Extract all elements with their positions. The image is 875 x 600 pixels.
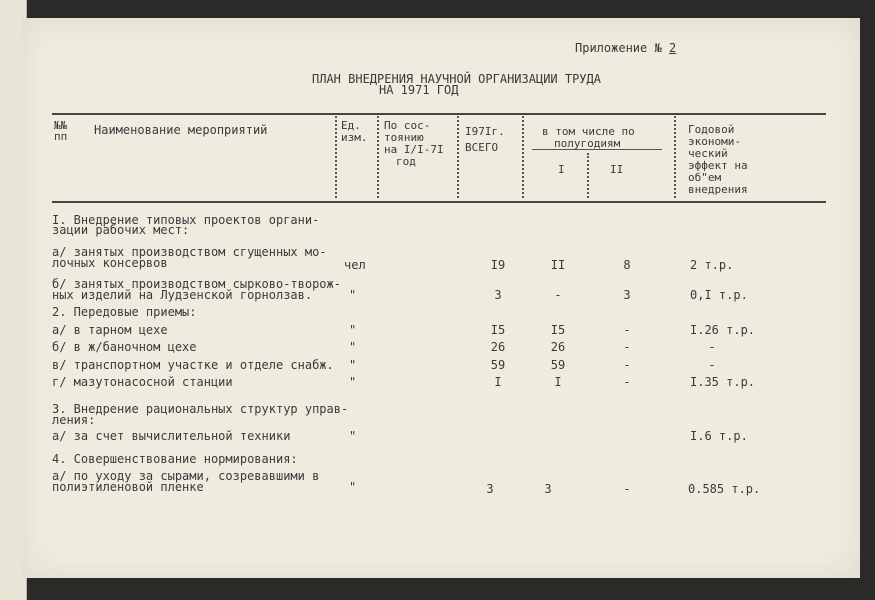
row-effect: 2 т.р. bbox=[690, 258, 734, 272]
row-effect: 0.585 т.р. bbox=[688, 482, 761, 496]
column-separator bbox=[335, 116, 337, 198]
col-header-num-2: пп bbox=[54, 130, 68, 143]
row-unit: " bbox=[349, 288, 357, 302]
row-unit: " bbox=[349, 429, 357, 443]
row-half1: 26 bbox=[550, 340, 566, 354]
row-half2: 3 bbox=[623, 288, 631, 302]
row-effect: 0,I т.р. bbox=[690, 288, 748, 302]
row-name-line: а/ за счет вычислительной техники bbox=[52, 429, 291, 443]
row-total: 59 bbox=[490, 358, 506, 372]
col-header-state-4: год bbox=[396, 155, 416, 168]
col-header-state-2: тоянию bbox=[384, 131, 424, 144]
col-header-effect-5: об"ем bbox=[688, 171, 722, 184]
appendix-number: 2 bbox=[668, 41, 677, 55]
col-header-effect-4: эффект на bbox=[688, 159, 748, 172]
column-separator bbox=[377, 116, 379, 198]
col-header-total-1: I97Iг. bbox=[465, 125, 505, 138]
row-name-line: а/ по уходу за сырами, созревавшими в bbox=[52, 469, 320, 483]
row-name-line: 2. Передовые приемы: bbox=[52, 305, 197, 319]
row-name-line: ных изделий на Лудзенской горнолзав. bbox=[52, 288, 313, 302]
row-name-line: г/ мазутонасосной станции bbox=[52, 375, 233, 389]
col-header-state-1: По сос- bbox=[384, 119, 431, 132]
col-header-effect-1: Годовой bbox=[688, 123, 735, 136]
table-header-bottom-rule bbox=[52, 201, 826, 203]
document-sheet bbox=[22, 18, 860, 578]
appendix-label bbox=[575, 42, 676, 54]
row-unit: " bbox=[349, 358, 357, 372]
row-name-line: б/ в ж/баночном цехе bbox=[52, 340, 197, 354]
col-header-halves-1: в том числе по bbox=[542, 125, 635, 138]
row-name-line: б/ занятых производством сырково-творож- bbox=[52, 277, 341, 291]
row-unit: " bbox=[349, 340, 357, 354]
col-header-name: Наименование мероприятий bbox=[94, 123, 268, 137]
row-name-line: а/ занятых производством сгущенных мо- bbox=[52, 245, 327, 259]
col-header-effect-6: внедрения bbox=[688, 183, 748, 196]
row-name-line: лочных консервов bbox=[52, 256, 168, 270]
row-effect: I.35 т.р. bbox=[690, 375, 756, 389]
row-name-line: зации рабочих мест: bbox=[52, 223, 190, 237]
col-header-half-1: I bbox=[558, 163, 565, 176]
row-half1: II bbox=[550, 258, 566, 272]
row-name-line: в/ транспортном участке и отделе снабж. bbox=[52, 358, 334, 372]
row-half1: I5 bbox=[550, 323, 566, 337]
table-top-rule bbox=[52, 113, 826, 115]
row-name-line: 3. Внедрение рациональных структур управ- bbox=[52, 402, 349, 416]
col-header-effect-2: экономи- bbox=[688, 135, 741, 148]
col-header-halves-2: полугодиям bbox=[554, 137, 621, 150]
row-total: 26 bbox=[490, 340, 506, 354]
row-unit: " bbox=[349, 375, 357, 389]
document-subtitle: НА 1971 ГОД bbox=[379, 83, 459, 97]
row-half2: - bbox=[623, 340, 631, 354]
col-header-unit-2: изм. bbox=[341, 131, 368, 144]
row-half1: I bbox=[554, 375, 562, 389]
row-unit: чел bbox=[344, 258, 366, 272]
row-half2: - bbox=[623, 375, 631, 389]
row-total: 3 bbox=[486, 482, 494, 496]
column-separator bbox=[587, 153, 589, 198]
column-separator bbox=[457, 116, 459, 198]
row-half2: - bbox=[623, 323, 631, 337]
row-name-line: полиэтиленовой пленке bbox=[52, 480, 204, 494]
column-separator bbox=[522, 116, 524, 198]
row-half2: - bbox=[623, 358, 631, 372]
row-name-line: ления: bbox=[52, 413, 96, 427]
appendix-text: Приложение № bbox=[575, 41, 662, 55]
row-name-line: I. Внедрение типовых проектов органи- bbox=[52, 213, 320, 227]
row-half1: 59 bbox=[550, 358, 566, 372]
row-unit: " bbox=[349, 480, 357, 494]
col-header-num-1: №№ bbox=[54, 119, 68, 132]
row-half1: 3 bbox=[544, 482, 552, 496]
col-header-effect-3: ческий bbox=[688, 147, 728, 160]
row-name-line: 4. Совершенствование нормирования: bbox=[52, 452, 298, 466]
row-effect: - bbox=[708, 358, 716, 372]
row-effect: - bbox=[708, 340, 716, 354]
row-total: I bbox=[494, 375, 502, 389]
col-header-unit-1: Ед. bbox=[341, 119, 361, 132]
document-title: ПЛАН ВНЕДРЕНИЯ НАУЧНОЙ ОРГАНИЗАЦИИ ТРУДА bbox=[312, 72, 601, 86]
row-total: 3 bbox=[494, 288, 502, 302]
row-total: I5 bbox=[490, 323, 506, 337]
row-half2: 8 bbox=[623, 258, 631, 272]
row-unit: " bbox=[349, 323, 357, 337]
row-half1: - bbox=[554, 288, 562, 302]
col-header-total-2: ВСЕГО bbox=[465, 141, 499, 154]
row-effect: I.26 т.р. bbox=[690, 323, 756, 337]
row-total: I9 bbox=[490, 258, 506, 272]
row-half2: - bbox=[623, 482, 631, 496]
col-header-half-2: II bbox=[610, 163, 624, 176]
row-name-line: а/ в тарном цехе bbox=[52, 323, 168, 337]
row-effect: I.6 т.р. bbox=[690, 429, 748, 443]
col-header-state-3: на I/I-7I bbox=[384, 143, 444, 156]
column-separator bbox=[674, 116, 676, 198]
